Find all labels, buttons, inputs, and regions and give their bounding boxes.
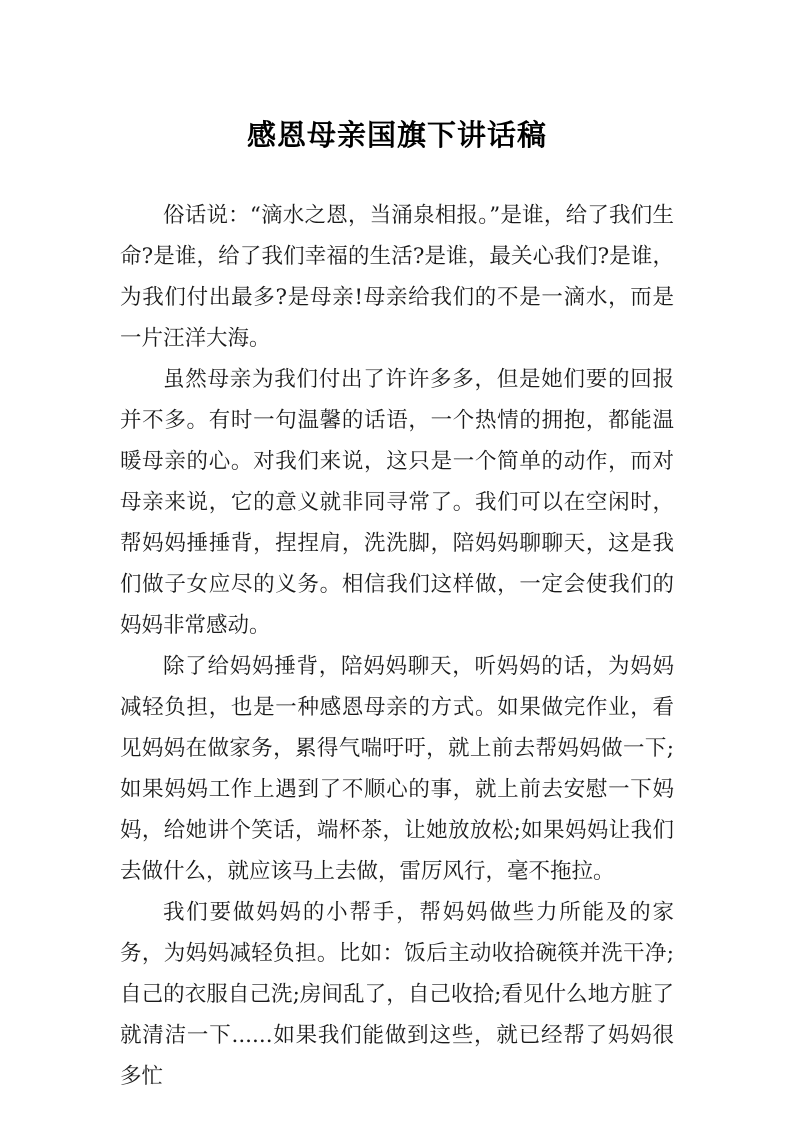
document-title: 感恩母亲国旗下讲话稿 <box>246 118 547 153</box>
paragraph-3: 除了给妈妈捶背，陪妈妈聊天，听妈妈的话，为妈妈减轻负担，也是一种感恩母亲的方式。如果做完作业，看见妈妈在做家务，累得气喘吁吁，就上前去帮妈妈做一下;如果妈妈工作上遇到了不顺心的事，就上前去安慰一下妈妈，给她讲个笑话，端杯茶，让她放放松;如果妈妈让我们去做什么，就应该马上去做，雷厉风行，毫不拖拉。 <box>120 654 674 884</box>
document-body <box>120 195 674 1097</box>
paragraph-2: 虽然母亲为我们付出了许许多多，但是她们要的回报并不多。有时一句温馨的话语，一个热情的拥抱，都能温暖母亲的心。对我们来说，这只是一个简单的动作，而对母亲来说，它的意义就非同寻常了。我们可以在空闲时，帮妈妈捶捶背，捏捏肩，洗洗脚，陪妈妈聊聊天，这是我们做子女应尽的义务。相信我们这样做，一定会使我们的妈妈非常感动。 <box>120 367 674 638</box>
paragraph-4: 我们要做妈妈的小帮手，帮妈妈做些力所能及的家务，为妈妈减轻负担。比如：饭后主动收拾碗筷并洗干净;自己的衣服自己洗;房间乱了，自己收拾;看见什么地方脏了就清洁一下......如果我们能做到这些，就已经帮了妈妈很多忙 <box>120 900 674 1089</box>
paragraph-1: 俗话说：“滴水之恩，当涌泉相报。”是谁，给了我们生命?是谁，给了我们幸福的生活?是谁，最关心我们?是谁，为我们付出最多?是母亲!母亲给我们的不是一滴水，而是一片汪洋大海。 <box>120 203 674 351</box>
